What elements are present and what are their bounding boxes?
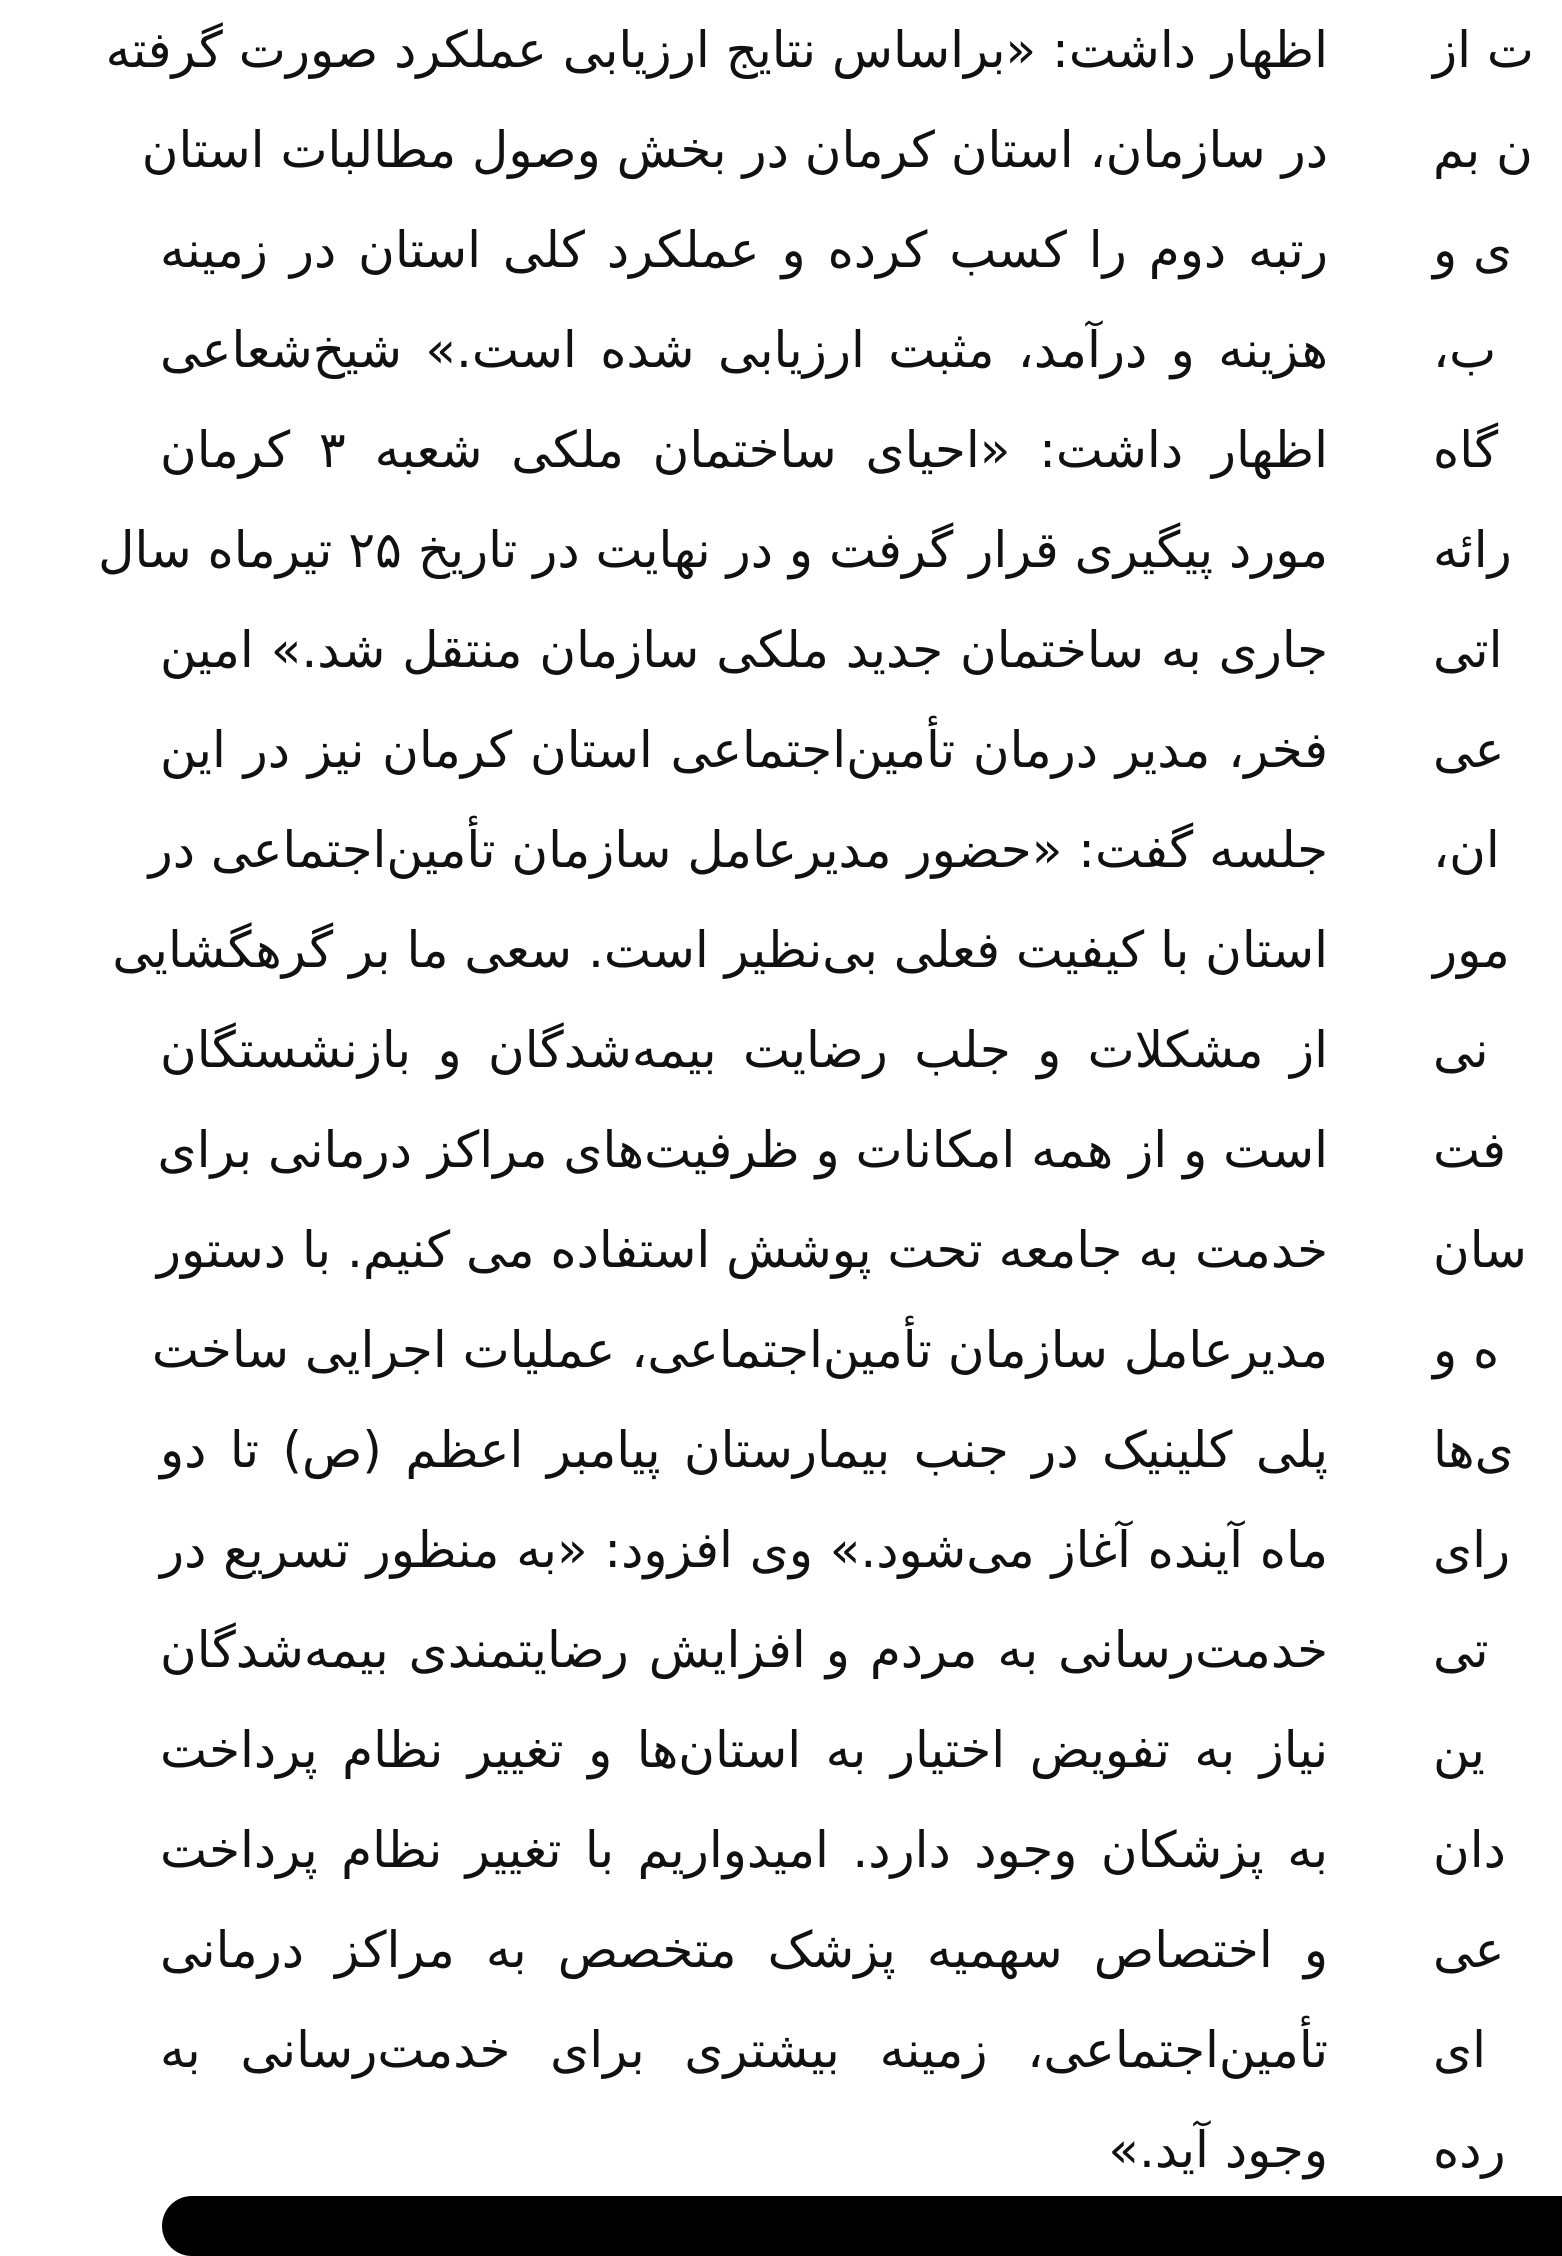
text-fragment: ی‌ها (1433, 1421, 1514, 1479)
text-line: استان با کیفیت فعلی بی‌نظیر است. سعی ما بر گرهگشایی (112, 921, 1328, 979)
text-fragment: ی و (1433, 221, 1513, 279)
text-line: جاری به ساختمان جدید ملکی سازمان منتقل شد.» امین (160, 621, 1328, 679)
text-line: تأمین‌اجتماعی، زمینه بیشتری برای خدمت‌رسانی به (160, 2021, 1328, 2079)
text-line: جلسه گفت: «حضور مدیرعامل سازمان تأمین‌اجتماعی در (148, 821, 1328, 879)
text-fragment: ین (1433, 1721, 1485, 1779)
text-fragment: فت (1433, 1121, 1506, 1179)
text-line: نیاز به تفویض اختیار به استان‌ها و تغییر نظام پرداخت (160, 1721, 1328, 1779)
text-line: هزینه و درآمد، مثبت ارزیابی شده است.» شیخ‌شعاعی (160, 321, 1328, 379)
text-line: است و از همه امکانات و ظرفیت‌های مراکز درمانی برای (157, 1121, 1328, 1179)
text-fragment: نی (1433, 1021, 1489, 1079)
text-fragment: رائه (1433, 521, 1512, 579)
adjacent-column-fragment (1433, 0, 1535, 2200)
text-fragment: ه و (1433, 1321, 1500, 1379)
text-line: از مشکلات و جلب رضایت بیمه‌شدگان و بازنشستگان (160, 1021, 1328, 1079)
text-fragment: رای (1433, 1521, 1511, 1579)
text-line: خدمت‌رسانی به مردم و افزایش رضایتمندی بیمه‌شدگان (160, 1621, 1328, 1679)
text-fragment: ت از (1433, 21, 1535, 79)
text-fragment: ن بم (1433, 121, 1533, 179)
article-main-column (98, 0, 1328, 2200)
text-line: مورد پیگیری قرار گرفت و در نهایت در تاریخ ۲۵ تیرماه سال (98, 521, 1328, 579)
text-line: در سازمان، استان کرمان در بخش وصول مطالبات استان (141, 121, 1328, 179)
text-fragment: ب، (1433, 321, 1497, 379)
text-fragment: عی (1433, 1921, 1505, 1979)
text-line: اظهار داشت: «احیای ساختمان ملکی شعبه ۳ کرمان (160, 421, 1328, 479)
text-line: و اختصاص سهمیه پزشک متخصص به مراکز درمانی (160, 1921, 1328, 1979)
footer-divider-bar (162, 2196, 1562, 2256)
text-line: رتبه دوم را کسب کرده و عملکرد کلی استان در زمینه (160, 221, 1328, 279)
text-line: اظهار داشت: «براساس نتایج ارزیابی عملکرد صورت گرفته (105, 21, 1328, 79)
text-line: پلی کلینیک در جنب بیمارستان پیامبر اعظم (ص) تا دو (160, 1421, 1328, 1479)
text-fragment: دان (1433, 1821, 1506, 1879)
text-fragment: عی (1433, 721, 1505, 779)
text-fragment: ان، (1433, 821, 1500, 879)
text-fragment: گاه (1433, 421, 1499, 479)
text-fragment: رده (1433, 2121, 1506, 2179)
text-fragment: مور (1433, 921, 1510, 979)
text-line: مدیرعامل سازمان تأمین‌اجتماعی، عملیات اجرایی ساخت (151, 1321, 1328, 1379)
text-fragment: ای (1433, 2021, 1487, 2079)
text-fragment: سان (1433, 1221, 1527, 1279)
text-line: ماه آینده آغاز می‌شود.» وی افزود: «به منظور تسریع در (160, 1521, 1328, 1579)
text-line: خدمت به جامعه تحت پوشش استفاده می کنیم. با دستور (156, 1221, 1328, 1279)
text-line: فخر، مدیر درمان تأمین‌اجتماعی استان کرمان نیز در این (160, 721, 1328, 779)
text-fragment: تی (1433, 1621, 1489, 1679)
text-line: وجود آید.» (1108, 2121, 1328, 2179)
text-fragment: اتی (1433, 621, 1503, 679)
text-line: به پزشکان وجود دارد. امیدواریم با تغییر نظام پرداخت (160, 1821, 1328, 1879)
